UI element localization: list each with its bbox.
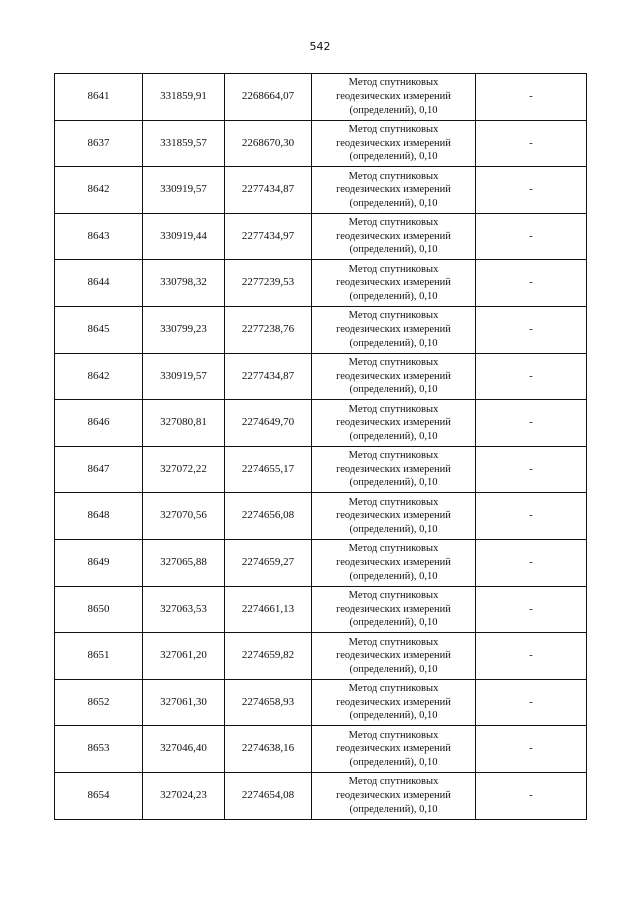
point-number-cell: 8643	[55, 213, 143, 260]
method-text-line-2: геодезических измерений	[336, 510, 451, 522]
method-cell	[312, 400, 476, 447]
method-cell	[312, 306, 476, 353]
point-number-cell: 8654	[55, 772, 143, 819]
method-text-line-2: геодезических измерений	[336, 603, 451, 615]
method-cell	[312, 167, 476, 214]
method-cell	[312, 772, 476, 819]
method-text-line-3: (определений), 0,10	[349, 756, 438, 768]
method-text-line-2: геодезических измерений	[336, 556, 451, 568]
method-text-line-2: геодезических измерений	[336, 277, 451, 289]
method-text-line-2: геодезических измерений	[336, 184, 451, 196]
point-number-cell: 8641	[55, 74, 143, 121]
method-text-line-3: (определений), 0,10	[349, 617, 438, 629]
method-text-line-2: геодезических измерений	[336, 696, 451, 708]
method-text-line-1: Метод спутниковых	[348, 450, 439, 462]
x-coordinate-cell: 331859,91	[143, 74, 225, 121]
method-text-line-3: (определений), 0,10	[349, 337, 438, 349]
y-coordinate-cell: 2277239,53	[225, 260, 312, 307]
x-coordinate-cell: 327072,22	[143, 446, 225, 493]
x-coordinate-cell: 327046,40	[143, 726, 225, 773]
coordinates-table-body	[55, 74, 587, 820]
extra-cell: -	[476, 539, 587, 586]
method-text-line-1: Метод спутниковых	[348, 729, 439, 741]
x-coordinate-cell: 330919,57	[143, 353, 225, 400]
method-cell	[312, 74, 476, 121]
method-text-line-3: (определений), 0,10	[349, 477, 438, 489]
y-coordinate-cell: 2277434,87	[225, 353, 312, 400]
table-row	[55, 493, 587, 540]
point-number-cell: 8642	[55, 167, 143, 214]
method-cell	[312, 353, 476, 400]
method-cell	[312, 726, 476, 773]
y-coordinate-cell: 2274658,93	[225, 679, 312, 726]
method-text-line-3: (определений), 0,10	[349, 197, 438, 209]
extra-cell: -	[476, 400, 587, 447]
extra-cell: -	[476, 633, 587, 680]
method-cell	[312, 633, 476, 680]
method-text-line-2: геодезических измерений	[336, 789, 451, 801]
y-coordinate-cell: 2277434,87	[225, 167, 312, 214]
x-coordinate-cell: 327061,30	[143, 679, 225, 726]
extra-cell: -	[476, 120, 587, 167]
table-row	[55, 213, 587, 260]
x-coordinate-cell: 327061,20	[143, 633, 225, 680]
x-coordinate-cell: 327080,81	[143, 400, 225, 447]
method-text-line-2: геодезических измерений	[336, 137, 451, 149]
x-coordinate-cell: 327024,23	[143, 772, 225, 819]
method-cell	[312, 493, 476, 540]
extra-cell: -	[476, 586, 587, 633]
y-coordinate-cell: 2274655,17	[225, 446, 312, 493]
x-coordinate-cell: 327063,53	[143, 586, 225, 633]
method-text-line-1: Метод спутниковых	[348, 217, 439, 229]
method-text-line-2: геодезических измерений	[336, 91, 451, 102]
x-coordinate-cell: 330799,23	[143, 306, 225, 353]
point-number-cell: 8653	[55, 726, 143, 773]
y-coordinate-cell: 2268664,07	[225, 74, 312, 121]
table-row	[55, 539, 587, 586]
x-coordinate-cell: 330919,44	[143, 213, 225, 260]
page-number: 542	[309, 40, 331, 53]
table-row	[55, 167, 587, 214]
point-number-cell: 8647	[55, 446, 143, 493]
table-row	[55, 772, 587, 819]
y-coordinate-cell: 2268670,30	[225, 120, 312, 167]
method-text-line-1: Метод спутниковых	[348, 124, 439, 135]
y-coordinate-cell: 2274659,27	[225, 539, 312, 586]
method-cell	[312, 586, 476, 633]
method-text-line-3: (определений), 0,10	[349, 710, 438, 722]
method-text-line-1: Метод спутниковых	[348, 496, 439, 508]
method-text-line-2: геодезических измерений	[336, 650, 451, 662]
method-text-line-1: Метод спутниковых	[348, 403, 439, 415]
method-text-line-1: Метод спутниковых	[348, 170, 439, 182]
method-text-line-3: (определений), 0,10	[349, 244, 438, 256]
y-coordinate-cell: 2274656,08	[225, 493, 312, 540]
table-row	[55, 400, 587, 447]
method-text-line-3: (определений), 0,10	[349, 384, 438, 396]
point-number-cell: 8645	[55, 306, 143, 353]
method-text-line-3: (определений), 0,10	[349, 290, 438, 302]
method-text-line-3: (определений), 0,10	[349, 523, 438, 535]
point-number-cell: 8648	[55, 493, 143, 540]
table-row	[55, 586, 587, 633]
method-text-line-1: Метод спутниковых	[348, 543, 439, 555]
method-text-line-1: Метод спутниковых	[348, 77, 439, 89]
method-cell	[312, 446, 476, 493]
x-coordinate-cell: 331859,57	[143, 120, 225, 167]
method-cell	[312, 260, 476, 307]
y-coordinate-cell: 2274659,82	[225, 633, 312, 680]
method-text-line-1: Метод спутниковых	[348, 263, 439, 275]
extra-cell: -	[476, 306, 587, 353]
method-cell	[312, 213, 476, 260]
method-text-line-2: геодезических измерений	[336, 323, 451, 335]
x-coordinate-cell: 327070,56	[143, 493, 225, 540]
method-text-line-1: Метод спутниковых	[348, 776, 439, 788]
point-number-cell: 8649	[55, 539, 143, 586]
method-cell	[312, 539, 476, 586]
method-text-line-3: (определений), 0,10	[349, 104, 438, 116]
extra-cell: -	[476, 446, 587, 493]
table-row	[55, 306, 587, 353]
y-coordinate-cell: 2274654,08	[225, 772, 312, 819]
point-number-cell: 8644	[55, 260, 143, 307]
y-coordinate-cell: 2274638,16	[225, 726, 312, 773]
x-coordinate-cell: 330919,57	[143, 167, 225, 214]
extra-cell: -	[476, 726, 587, 773]
method-text-line-1: Метод спутниковых	[348, 589, 439, 601]
extra-cell: -	[476, 260, 587, 307]
method-text-line-2: геодезических измерений	[336, 463, 451, 475]
extra-cell: -	[476, 74, 587, 121]
method-text-line-1: Метод спутниковых	[348, 310, 439, 322]
extra-cell: -	[476, 213, 587, 260]
extra-cell: -	[476, 493, 587, 540]
y-coordinate-cell: 2277434,97	[225, 213, 312, 260]
table-row	[55, 260, 587, 307]
point-number-cell: 8637	[55, 120, 143, 167]
method-text-line-1: Метод спутниковых	[348, 636, 439, 648]
table-row	[55, 120, 587, 167]
method-text-line-3: (определений), 0,10	[349, 151, 438, 163]
extra-cell: -	[476, 353, 587, 400]
y-coordinate-cell: 2274661,13	[225, 586, 312, 633]
extra-cell: -	[476, 772, 587, 819]
method-text-line-3: (определений), 0,10	[349, 663, 438, 675]
method-text-line-3: (определений), 0,10	[349, 570, 438, 582]
method-cell	[312, 120, 476, 167]
method-text-line-2: геодезических измерений	[336, 230, 451, 242]
extra-cell: -	[476, 167, 587, 214]
table-row	[55, 633, 587, 680]
point-number-cell: 8651	[55, 633, 143, 680]
point-number-cell: 8646	[55, 400, 143, 447]
point-number-cell: 8652	[55, 679, 143, 726]
coordinates-table	[54, 73, 587, 820]
y-coordinate-cell: 2277238,76	[225, 306, 312, 353]
method-text-line-3: (определений), 0,10	[349, 430, 438, 442]
method-text-line-2: геодезических измерений	[336, 417, 451, 429]
table-row	[55, 446, 587, 493]
x-coordinate-cell: 330798,32	[143, 260, 225, 307]
table-row	[55, 353, 587, 400]
x-coordinate-cell: 327065,88	[143, 539, 225, 586]
method-text-line-3: (определений), 0,10	[349, 803, 438, 815]
method-text-line-1: Метод спутниковых	[348, 356, 439, 368]
point-number-cell: 8650	[55, 586, 143, 633]
table-row	[55, 679, 587, 726]
extra-cell: -	[476, 679, 587, 726]
table-row	[55, 726, 587, 773]
method-text-line-2: геодезических измерений	[336, 370, 451, 382]
y-coordinate-cell: 2274649,70	[225, 400, 312, 447]
point-number-cell: 8642	[55, 353, 143, 400]
method-cell	[312, 679, 476, 726]
table-row	[55, 74, 587, 121]
method-text-line-2: геодезических измерений	[336, 743, 451, 755]
method-text-line-1: Метод спутниковых	[348, 683, 439, 695]
